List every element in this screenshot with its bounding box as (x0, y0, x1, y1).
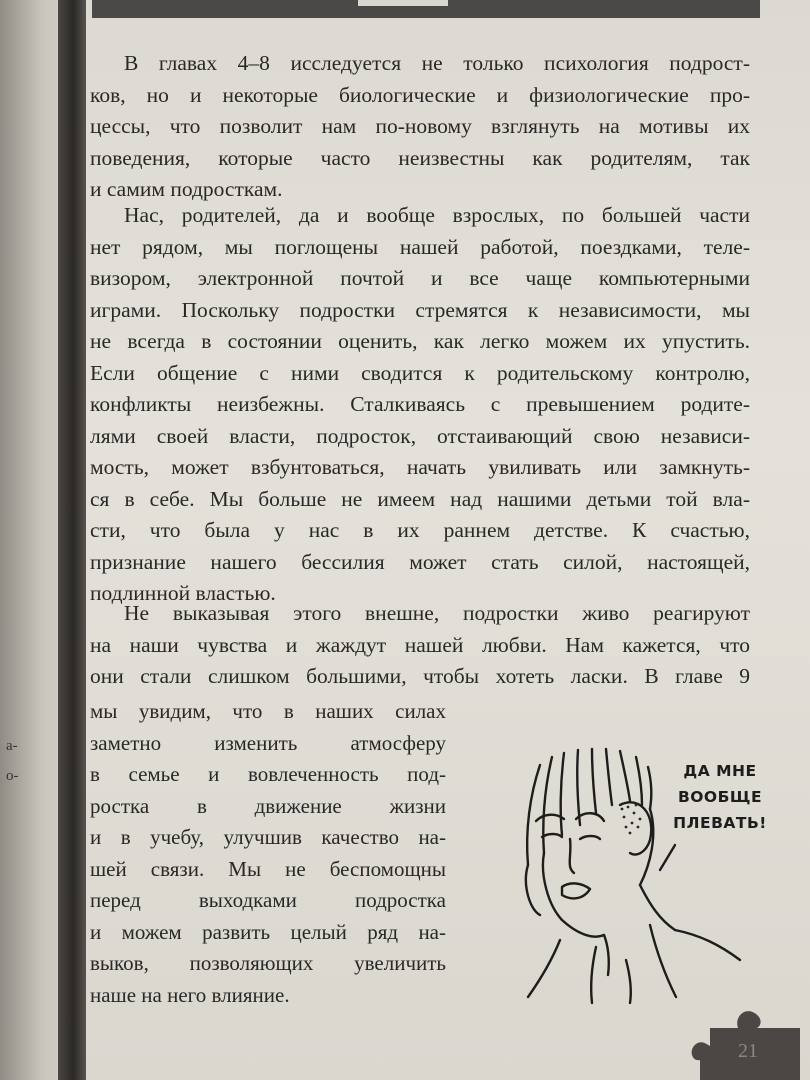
left-page-fragment: а- (6, 738, 18, 754)
text-line: наше на него влияние. (90, 982, 290, 1007)
speech-line: ДА МНЕ (683, 762, 757, 780)
text-line: мость, может взбунтоваться, начать увиливать или замкнуть- (90, 455, 750, 479)
text-line: и можем развить целый ряд на- (90, 919, 446, 944)
text-line: и самим подросткам. (90, 177, 283, 201)
text-line: они стали слишком большими, чтобы хотеть ласки. В главе 9 (90, 664, 750, 688)
left-page-fragment: о- (6, 768, 19, 784)
text-line: мы увидим, что в наших силах (90, 699, 446, 723)
text-line: В главах 4–8 исследуется не только психология подрост- (124, 51, 750, 75)
speech-bubble (660, 758, 780, 836)
text-line: заметно изменить атмосферу (90, 730, 446, 755)
header-tab (358, 0, 448, 6)
page-number: 21 (738, 1040, 758, 1062)
text-line: на наши чувства и жаждут нашей любви. Нам кажется, что (90, 632, 750, 657)
text-line: в семье и вовлеченность под- (90, 762, 446, 786)
text-line: визором, электронной почтой и все чаще компьютерными (90, 266, 750, 290)
paragraph-3 (90, 598, 750, 693)
text-line: ся в себе. Мы больше не имеем над нашими детьми той вла- (90, 486, 750, 511)
speech-line: ПЛЕВАТЬ! (673, 814, 767, 832)
text-line: цессы, что позволит нам по-новому взглянуть на мотивы их (90, 114, 750, 138)
text-line: подлинной властью. (90, 581, 276, 605)
text-line: сти, что была у нас в их раннем детстве. К счастью, (90, 518, 750, 542)
text-line: Не выказывая этого внешне, подростки живо реагируют (124, 601, 750, 625)
text-line: перед выходками подростка (90, 888, 446, 912)
paragraph-2 (90, 200, 750, 610)
text-line: лями своей власти, подросток, отстаивающий свою независи- (90, 423, 750, 448)
text-line: ков, но и некоторые биологические и физиологические про- (90, 82, 750, 107)
text-line: ростка в движение жизни (90, 793, 446, 818)
text-line: и в учебу, улучшив качество на- (90, 825, 446, 849)
text-line: Нас, родителей, да и вообще взрослых, по большей части (124, 203, 750, 227)
text-line: играми. Поскольку подростки стремятся к независимости, мы (90, 297, 750, 322)
text-line: конфликты неизбежны. Сталкиваясь с превышением родите- (90, 392, 750, 416)
text-line: шей связи. Мы не беспомощны (90, 856, 446, 881)
text-line: не всегда в состоянии оценить, как легко можем их упустить. (90, 329, 750, 353)
text-line: выков, позволяющих увеличить (90, 951, 446, 975)
speech-line: ВООБЩЕ (677, 788, 763, 806)
paragraph-1 (90, 48, 750, 206)
text-line: Если общение с ними сводится к родительскому контролю, (90, 360, 750, 385)
text-line: поведения, которые часто неизвестны как родителям, так (90, 145, 750, 170)
paragraph-3-continued (90, 696, 446, 1011)
text-line: нет рядом, мы поглощены нашей работой, поездками, теле- (90, 234, 750, 259)
text-line: признание нашего бессилия может стать силой, настоящей, (90, 549, 750, 574)
